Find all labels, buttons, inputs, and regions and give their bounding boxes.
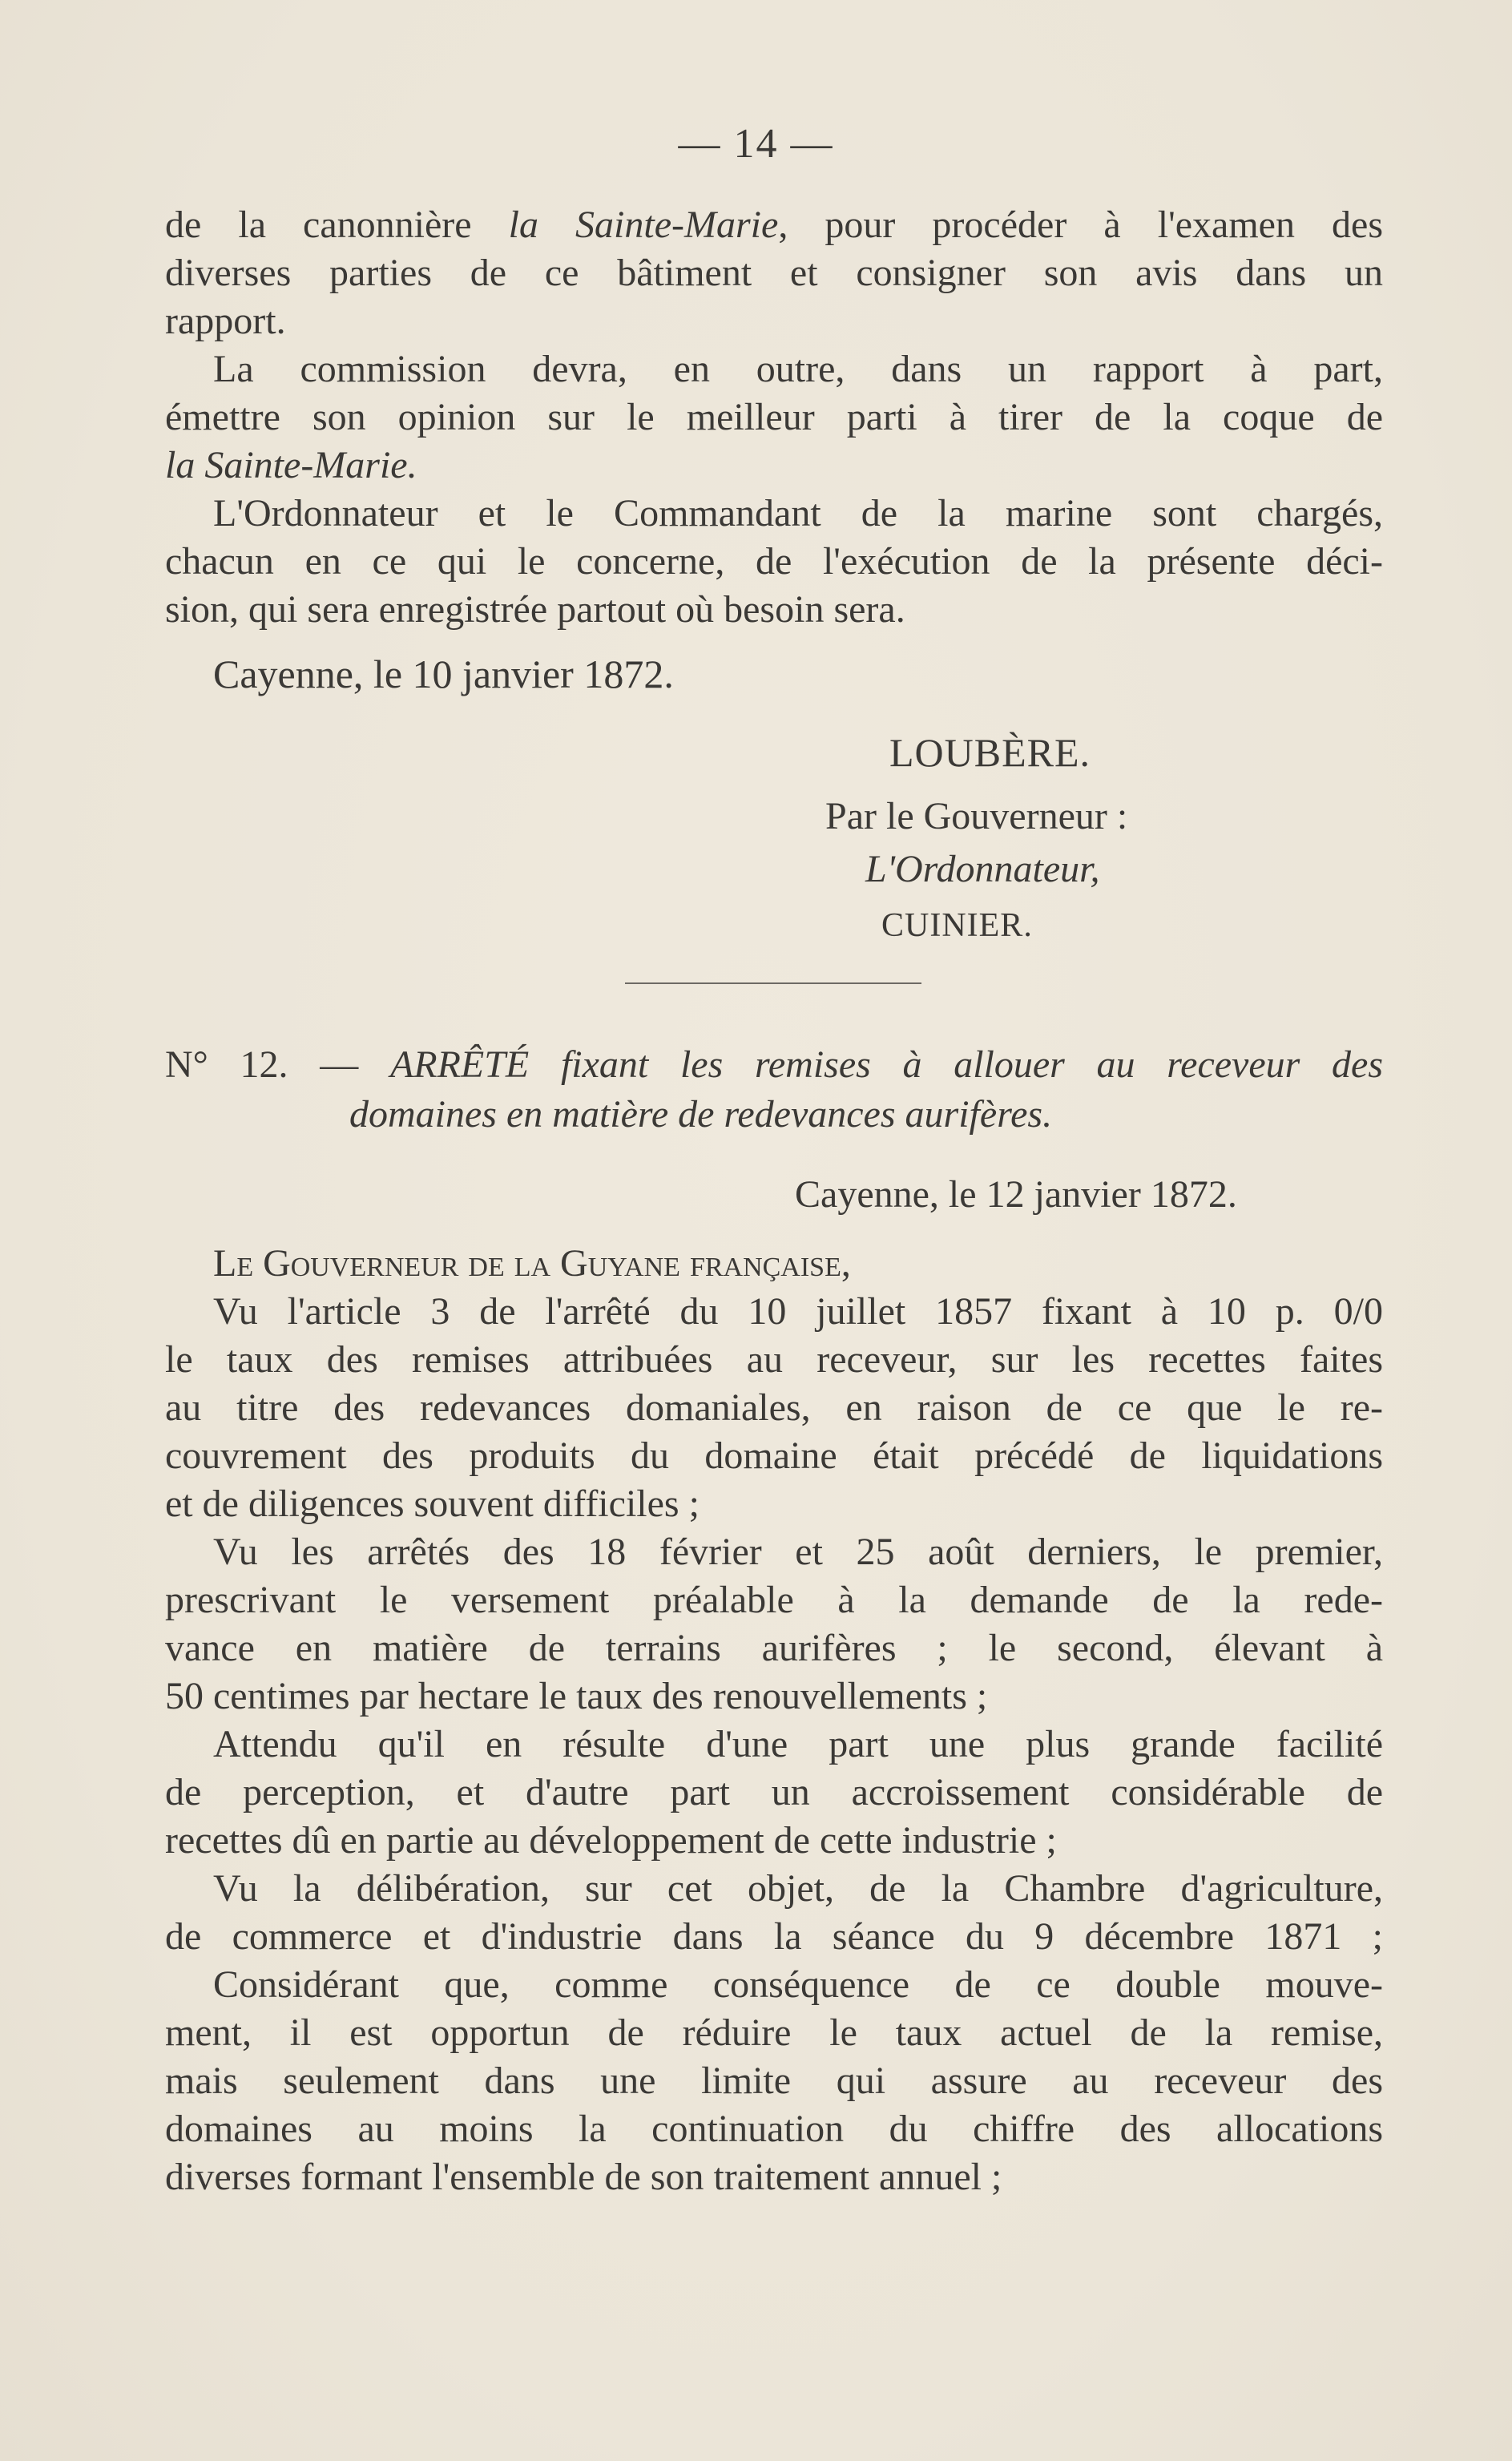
text-line: Le Gouverneur de la Guyane française, — [213, 1242, 851, 1285]
text-line: chacun en ce qui le concerne, de l'exécution de la présente déci- — [165, 540, 1383, 583]
decree-title: ARRÊTÉ fixant les remises à allouer au receveur des — [389, 1043, 1384, 1086]
decree-title-line: domaines en matière de redevances aurifères. — [349, 1093, 1053, 1136]
decree-number: N° 12. — — [165, 1043, 359, 1086]
text-line: domaines au moins la continuation du chiffre des allocations — [165, 2108, 1383, 2150]
text-line: sion, qui sera enregistrée partout où besoin sera. — [165, 588, 905, 631]
signer-name: CUINIER. — [881, 907, 1033, 944]
page-number: — 14 — — [678, 121, 834, 167]
text-line: recettes dû en partie au développement de cette industrie ; — [165, 1819, 1057, 1862]
text-line: Vu l'article 3 de l'arrêté du 10 juillet 1857 fixant à 10 p. 0/0 — [213, 1290, 1383, 1333]
signature-role: L'Ordonnateur, — [865, 848, 1100, 890]
text-line: émettre son opinion sur le meilleur parti à tirer de la coque de — [165, 396, 1383, 438]
text-line: Considérant que, comme conséquence de ce double mouve- — [213, 1963, 1383, 2006]
text-line: de perception, et d'autre part un accroissement considérable de — [165, 1771, 1383, 1813]
text-line: de commerce et d'industrie dans la séance du 9 décembre 1871 ; — [165, 1915, 1383, 1958]
ship-name: la Sainte-Marie — [508, 204, 779, 246]
text-line: mais seulement dans une limite qui assure au receveur des — [165, 2060, 1383, 2102]
text-line: la Sainte-Marie. — [165, 444, 417, 486]
signature-by: Par le Gouverneur : — [825, 795, 1128, 837]
place-date: Cayenne, le 10 janvier 1872. — [213, 652, 674, 696]
text-line — [165, 202, 1383, 248]
text-line: ment, il est opportun de réduire le taux actuel de la remise, — [165, 2011, 1383, 2054]
text-segment: de la canonnière — [165, 204, 509, 246]
text-line: prescrivant le versement préalable à la demande de la rede- — [165, 1579, 1383, 1621]
text-line: couvrement des produits du domaine était précédé de liquidations — [165, 1434, 1383, 1477]
text-segment: , pour procéder à l'examen des — [778, 204, 1384, 246]
text-line: Vu la délibération, sur cet objet, de la Chambre d'agriculture, — [213, 1867, 1383, 1910]
text-line: vance en matière de terrains aurifères ; le second, élevant à — [165, 1627, 1383, 1669]
text-line: Attendu qu'il en résulte d'une part une plus grande facilité — [213, 1723, 1383, 1765]
text-line: au titre des redevances domaniales, en raison de ce que le re- — [165, 1386, 1383, 1429]
text-line: diverses parties de ce bâtiment et consigner son avis dans un — [165, 252, 1383, 294]
governor-signature: LOUBÈRE. — [889, 730, 1091, 775]
text-line: Vu les arrêtés des 18 février et 25 août derniers, le premier, — [213, 1531, 1383, 1573]
text-line: le taux des remises attribuées au receveur, sur les recettes faites — [165, 1338, 1383, 1381]
text-line: diverses formant l'ensemble de son traitement annuel ; — [165, 2156, 1002, 2198]
text-line: La commission devra, en outre, dans un rapport à part, — [213, 348, 1383, 390]
text-line: et de diligences souvent difficiles ; — [165, 1483, 700, 1525]
text-line: 50 centimes par hectare le taux des renouvellements ; — [165, 1675, 988, 1717]
section-divider — [625, 982, 921, 984]
decree-place-date: Cayenne, le 12 janvier 1872. — [795, 1173, 1237, 1216]
decree-title-line — [165, 1042, 1383, 1088]
text-line: rapport. — [165, 300, 286, 342]
text-line: L'Ordonnateur et le Commandant de la marine sont chargés, — [213, 492, 1383, 535]
